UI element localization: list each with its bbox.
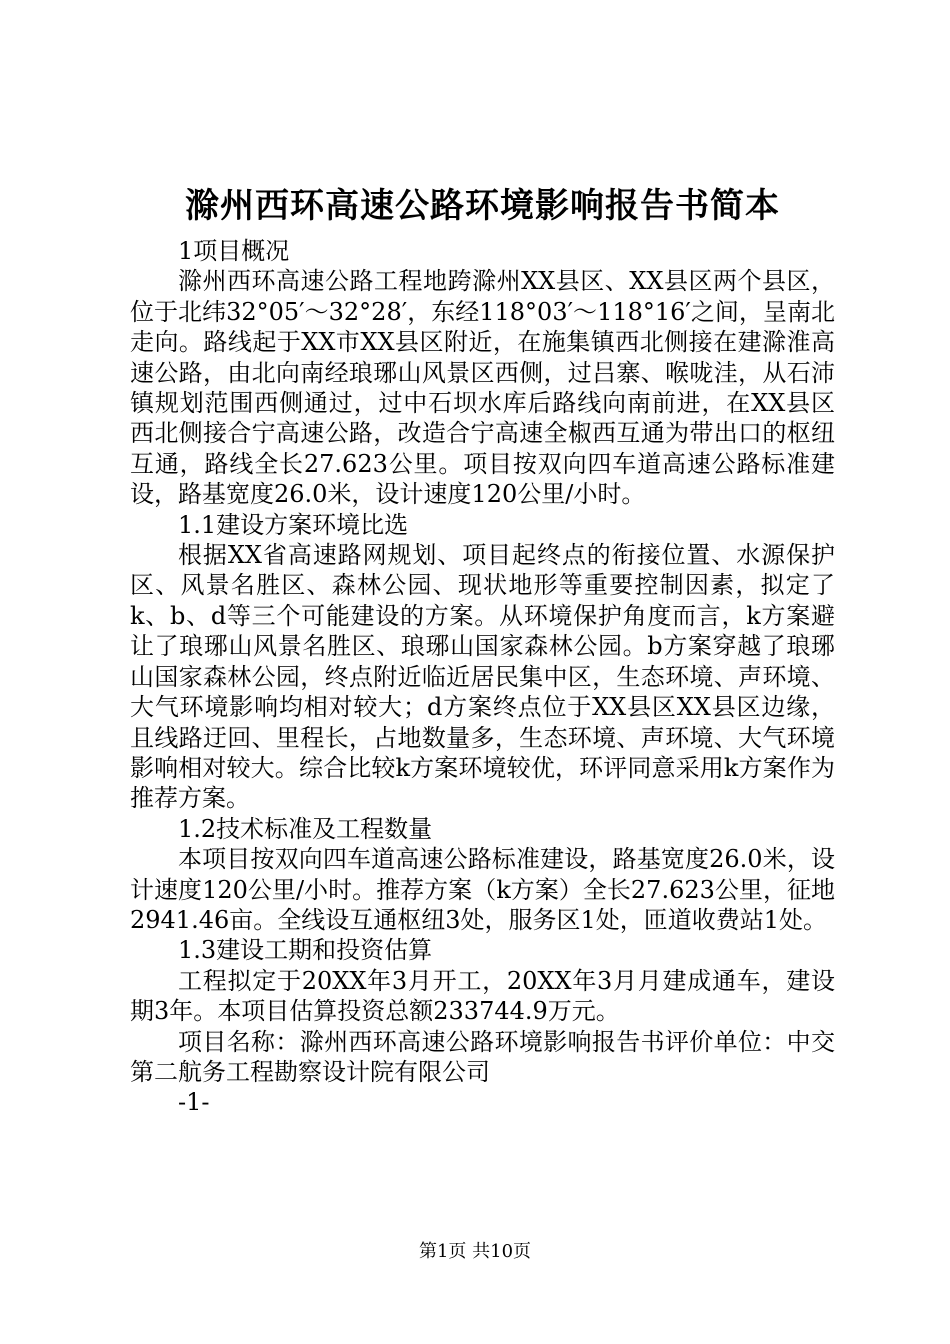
section-body-scheme-comparison: 根据XX省高速路网规划、项目起终点的衔接位置、水源保护区、风景名胜区、森林公园、现状地形等重要控制因素，拟定了k、b、d等三个可能建设的方案。从环境保护角度而言，k方案避让了琅琊山风景名胜区、琅琊山国家森林公园。b方案穿越了琅琊山国家森林公园，终点附近临近居民集中区，生态环境、声环境、大气环境影响均相对较大；d方案终点位于XX县区XX县区边缘，且线路迂回、里程长，占地数量多，生态环境、声环境、大气环境影响相对较大。综合比较k方案环境较优，环评同意采用k方案作为推荐方案。	[130, 541, 835, 813]
project-info: 项目名称：滁州西环高速公路环境影响报告书评价单位：中交第二航务工程勘察设计院有限公司	[130, 1027, 835, 1086]
section-body-overview: 滁州西环高速公路工程地跨滁州XX县区、XX县区两个县区，位于北纬32°05′～32°28′，东经118°03′～118°16′之间，呈南北走向。路线起于XX市XX县区附近，在施集镇西北侧接在建滁淮高速公路，由北向南经琅琊山风景区西侧，过吕寨、喉咙洼，从石沛镇规划范围西侧通过，过中石坝水库后路线向南前进，在XX县区西北侧接合宁高速公路，改造合宁高速全椒西互通为带出口的枢纽互通，路线全长27.623公里。项目按双向四车道高速公路标准建设，路基宽度26.0米，设计速度120公里/小时。	[130, 267, 835, 509]
inline-page-mark: -1-	[178, 1088, 210, 1117]
section-heading-technical-standards: 1.2技术标准及工程数量	[178, 814, 433, 843]
section-body-schedule-investment: 工程拟定于20XX年3月开工，20XX年3月月建成通车，建设期3年。本项目估算投资总额233744.9万元。	[130, 966, 835, 1026]
document-title: 滁州西环高速公路环境影响报告书简本	[185, 186, 780, 226]
document-page	[130, 178, 835, 1118]
page-footer: 第1页 共10页	[418, 1241, 532, 1262]
section-heading-overview: 1项目概况	[178, 237, 290, 265]
section-heading-schedule-investment: 1.3建设工期和投资估算	[178, 936, 433, 965]
section-heading-scheme-comparison: 1.1建设方案环境比选	[178, 510, 409, 539]
section-body-technical-standards: 本项目按双向四车道高速公路标准建设，路基宽度26.0米，设计速度120公里/小时。推荐方案（k方案）全长27.623公里，征地2941.46亩。全线设互通枢纽3处，服务区1处，匝道收费站1处。	[130, 845, 835, 934]
